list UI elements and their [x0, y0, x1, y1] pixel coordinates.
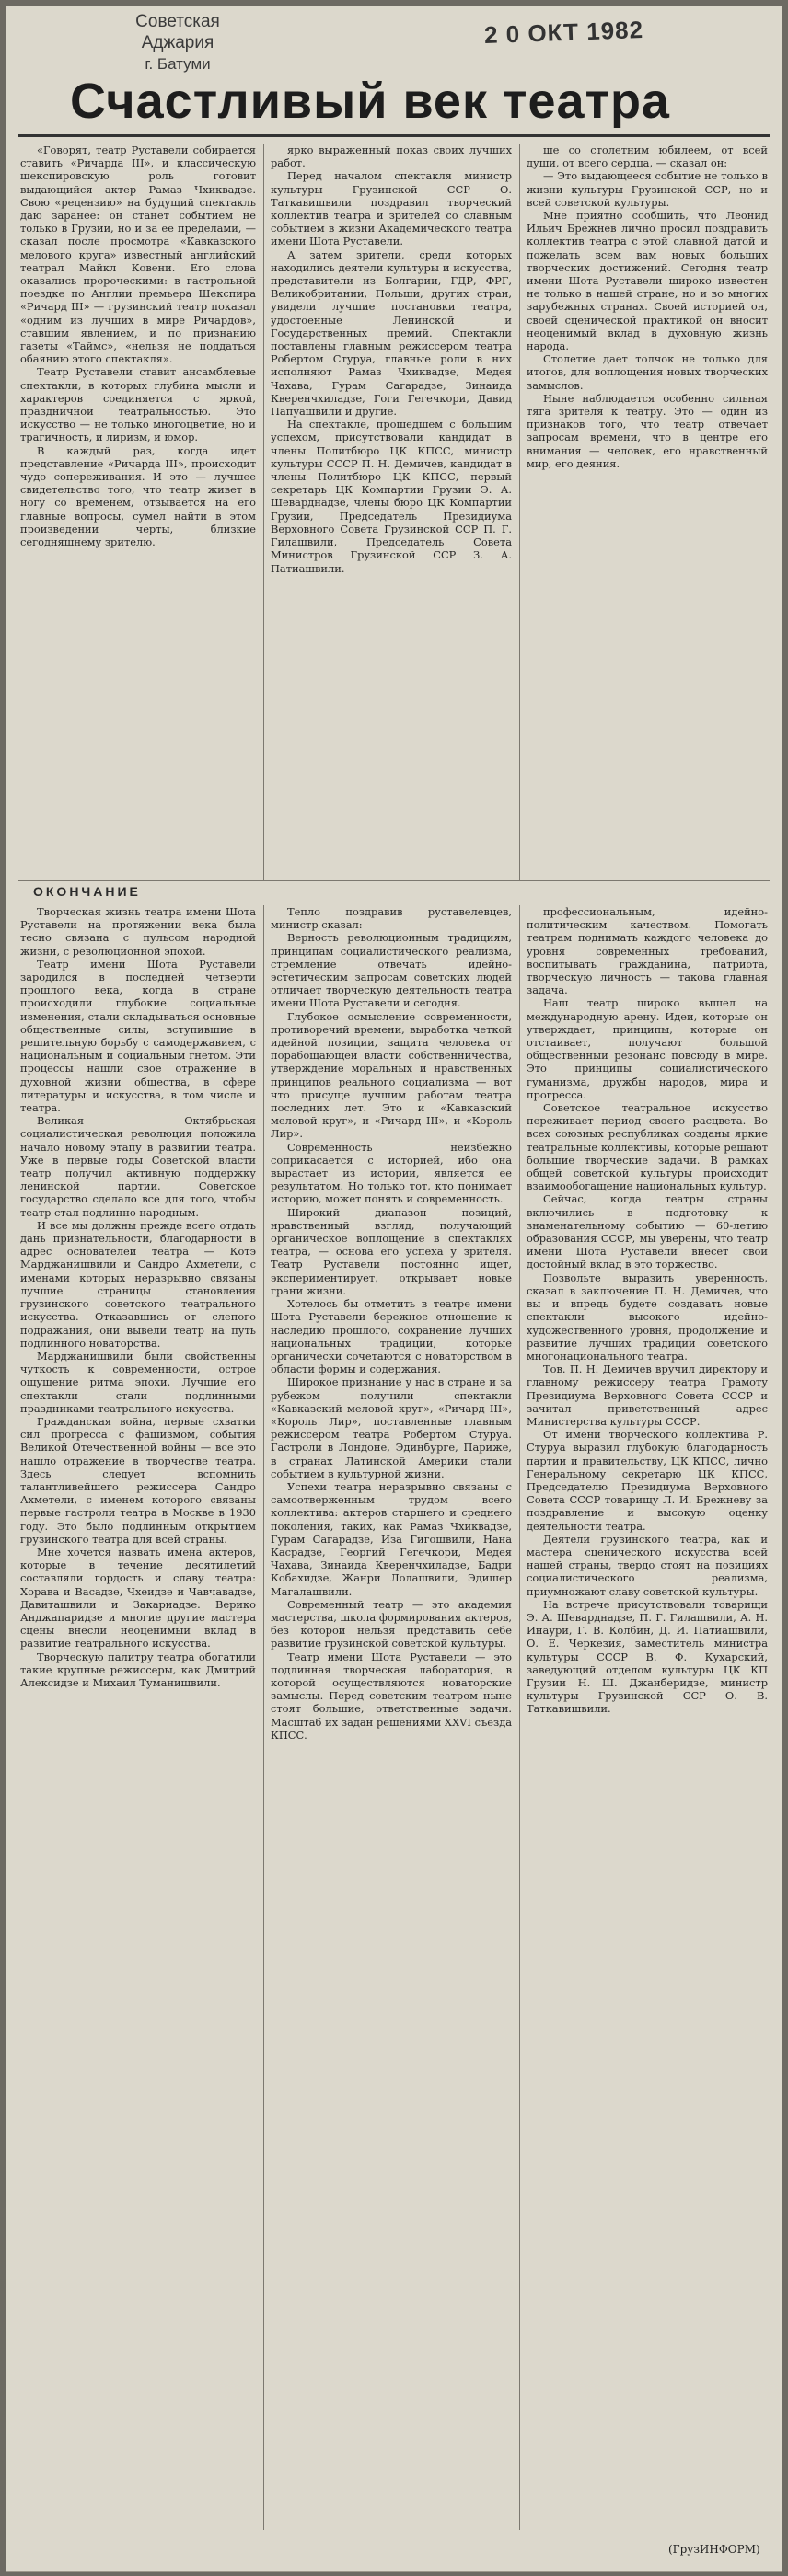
- article-paragraph: На спектакле, прошедшем с большим успехом, присутствовали кандидат в члены Политбюро ЦК КПСС, министр культуры СССР П. Н. Демичев, кандидат в члены Политбюро ЦК КПСС, первый секретарь ЦК Компартии Грузии Э. А. Шеварднадзе, члены бюро ЦК Компартии Грузии, Председатель Президиума Верховного Совета Грузинской ССР П. Г. Гилашвили, Председатель Совета Министров Грузинской ССР З. А. Патиашвили.: [271, 418, 512, 575]
- column-bottom-1: [20, 905, 256, 2530]
- article-paragraph: Широкий диапазон позиций, нравственный взгляд, получающий органическое воплощение в спектаклях театра, — основа его успеха у зрителя. Театр Руставели постоянно ищет, экспериментирует, открывает новые грани жизни.: [271, 1205, 512, 1297]
- column-bottom-3: [527, 905, 768, 2530]
- date-stamp: 2 0 ОКТ 1982: [483, 15, 644, 50]
- column-top-3: [527, 144, 768, 880]
- article-paragraph: Театр имени Шота Руставели зародился в последней четверти прошлого века, когда в стране происходили глубокие социальные изменения, стали складываться основные общественные силы, вступившие в решительную борьбу с самодержавием, с национальным и социальным гнетом. Эти процессы нашли свое отражение в духовной жизни общества, в сфере литературы и искусства, в том числе и театра.: [20, 957, 256, 1115]
- article-paragraph: В каждый раз, когда идет представление «Ричарда III», происходит чудо сопереживания. И это — лучшее свидетельство того, что театр живет в ногу со временем, отзывается на его главные вопросы, сумел найти в этом произведении черты, близкие сегодняшнему зрителю.: [20, 443, 256, 549]
- article-paragraph: Перед началом спектакля министр культуры Грузинской ССР О. Таткавишвили поздравил творческий коллектив театра и зрителей со славным событием в жизни Академического театра имени Шота Руставели.: [271, 169, 512, 248]
- article-paragraph: Позвольте выразить уверенность, сказал в заключение П. Н. Демичев, что вы и впредь будете создавать новые спектакли высокого идейно-художественного уровня, продолжение и развитие лучших традиций советского многонационального театра.: [527, 1271, 768, 1363]
- article-paragraph: Марджанишвили были свойственны чуткость к современности, острое ощущение ритма эпохи. Лучшие его спектакли стали подлинными праздниками театрального искусства.: [20, 1349, 256, 1415]
- article-paragraph: Столетие дает толчок не только для итогов, для воплощения новых творческих замыслов.: [527, 352, 768, 392]
- article-paragraph: Деятели грузинского театра, как и мастера сценического искусства всей нашей страны, твердо стоят на позициях социалистического реализма, приумножают славу советской культуры.: [527, 1532, 768, 1598]
- article-paragraph: Театр Руставели ставит ансамблевые спектакли, в которых глубина мысли и характеров соединяется с яркой, праздничной театральностью. Это искусство — не только многоцветие, но и трагичность, и лиризм, и юмор.: [20, 365, 256, 444]
- article-paragraph: Современность неизбежно соприкасается с историей, ибо она вырастает из истории, является ее результатом. Но только тот, кто понимает историю, может понять и современность.: [271, 1140, 512, 1206]
- article-paragraph: ярко выраженный показ своих лучших работ.: [271, 144, 512, 170]
- article-paragraph: Советское театральное искусство переживает период своего расцвета. Во всех союзных республиках созданы яркие театральные коллективы, которые решают большие творческие задачи. В рамках общей советской культуры происходит взаимообогащение национальных культур.: [527, 1101, 768, 1193]
- article-paragraph: Наш театр широко вышел на международную арену. Идеи, которые он утверждает, принципы, которые он отстаивает, получают большой общественный резонанс повсюду в мире. Это принципы социалистического гуманизма, дружбы народов, мира и прогресса.: [527, 996, 768, 1101]
- source-paper-name: Советская Аджария: [135, 12, 220, 52]
- article-paragraph: Творческую палитру театра обогатили такие крупные режиссеры, как Дмитрий Алексидзе и Михаил Туманишвили.: [20, 1650, 256, 1689]
- article-signature: (ГрузИНФОРМ): [668, 2543, 760, 2556]
- article-paragraph: От имени творческого коллектива Р. Стуруа выразил глубокую благодарность партии и правительству, ЦК КПСС, лично Генеральному секретарю ЦК КПСС, Председателю Президиума Верховного Совета СССР товарищу Л. И. Брежневу за поздравление и высокую оценку деятельности театра.: [527, 1428, 768, 1533]
- article-paragraph: А затем зрители, среди которых находились деятели культуры и искусства, представители из Болгарии, ГДР, ФРГ, Великобритании, Польши, других стран, увидели лучшие постановки театра, удостоенные Ленинской и Государственных премий. Спектакли поставлены главным режиссером театра Робертом Стуруа, главные роли в них исполняют Рамаз Чхиквадзе, Медея Чахава, Гурам Сагарадзе, Зинаида Кверенчхиладзе, Гоги Гегечкори, Давид Папуашвили и другие.: [271, 247, 512, 419]
- article-paragraph: Широкое признание у нас в стране и за рубежом получили спектакли «Кавказский меловой круг», «Ричард III», «Король Лир», поставленные главным режиссером театра Робертом Стуруа. Гастроли в Лондоне, Эдинбурге, Париже, в странах Латинской Америки стали событием в культурной жизни.: [271, 1375, 512, 1480]
- newspaper-clipping: [6, 6, 782, 2572]
- article-paragraph: Великая Октябрьская социалистическая революция положила начало новому этапу в развитии театра. Уже в первые годы Советской власти театр получил активную поддержку ленинской партии. Советское государство сделало все для того, чтобы театр стал подлинно народным.: [20, 1114, 256, 1219]
- article-paragraph: профессиональным, идейно-политическим качеством. Помогать театрам поднимать каждого человека до уровня современных требований, воспитывать гражданина, патриота, творческую личность — такова главная задача.: [527, 905, 768, 997]
- column-divider: [519, 144, 520, 880]
- article-paragraph: Современный театр — это академия мастерства, школа формирования актеров, без которой нельзя представить себе развитие грузинской советской культуры.: [271, 1597, 512, 1650]
- article-paragraph: Мне хочется назвать имена актеров, которые в течение десятилетий составляли гордость и славу театра: Хорава и Васадзе, Чхеидзе и Чавчавадзе, Давиташвили и Закариадзе. Верико Анджапаридзе и многие другие мастера сцены внесли неоценимый вклад в развитие театрального искусства.: [20, 1545, 256, 1650]
- source-city: г. Батуми: [145, 55, 211, 73]
- clipping-source-label: [118, 11, 238, 75]
- headline: Счастливый век театра: [70, 74, 670, 129]
- article-paragraph: Творческая жизнь театра имени Шота Руставели на протяжении века была тесно связана с пульсом народной жизни, с революционной эпохой.: [20, 905, 256, 958]
- column-divider: [263, 144, 264, 880]
- headline-rule: [18, 134, 770, 137]
- article-paragraph: Мне приятно сообщить, что Леонид Ильич Брежнев лично просил поздравить коллектив театра с этой славной датой и пожелать всем вам новых больших творческих достижений. Сегодня театр имени Шота Руставели широко известен не только в нашей стране, но и во многих зарубежных странах. Своей историей он, своей сценической практикой он вносит неоценимый вклад в духовную жизнь народа.: [527, 209, 768, 353]
- article-paragraph: — Это выдающееся событие не только в жизни культуры Грузинской ССР, но и всей советской культуры.: [527, 169, 768, 209]
- article-paragraph: Успехи театра неразрывно связаны с самоотверженным трудом всего коллектива: актеров старшего и среднего поколения, таких, как Рамаз Чхиквадзе, Гурам Сагарадзе, Иза Гигошвили, Нана Касрадзе, Георгий Гегечкори, Медея Чахава, Зинаида Кверенчхиладзе, Бадри Кобахидзе, Жанри Лолашвили, Эдишер Магалашвили.: [271, 1479, 512, 1598]
- article-paragraph: На встрече присутствовали товарищи Э. А. Шеварднадзе, П. Г. Гилашвили, А. Н. Инаури, Г. В. Колбин, Д. И. Патиашвили, О. Е. Черкезия, заместитель министра культуры СССР В. Ф. Кухарский, заведующий отделом культуры ЦК КП Грузии Н. Ш. Джанберидзе, министр культуры Грузинской ССР О. В. Таткавишвили.: [527, 1597, 768, 1716]
- article-paragraph: Театр имени Шота Руставели — это подлинная творческая лаборатория, в которой осуществляются новаторские замыслы. Перед советским театром ныне стоят большие, ответственные задачи. Масштаб их задан решениями XXVI съезда КПСС.: [271, 1650, 512, 1742]
- article-paragraph: ше со столетним юбилеем, от всей души, от всего сердца, — сказал он:: [527, 144, 768, 170]
- column-top-2: [271, 144, 512, 880]
- continuation-subhead: ОКОНЧАНИЕ: [33, 884, 141, 899]
- article-paragraph: Тов. П. Н. Демичев вручил директору и главному режиссеру театра Грамоту Президиума Верховного Совета СССР и зачитал приветственный адрес Министерства культуры СССР.: [527, 1363, 768, 1428]
- article-paragraph: Глубокое осмысление современности, противоречий времени, выработка четкой идейной позиции, защита человека от порабощающей власти собственничества, утверждение моральных и нравственных принципов реального социализма — вот что присуще лучшим работам театра последних лет. Это и «Кавказский меловой круг», и «Ричард III», и «Король Лир».: [271, 1009, 512, 1141]
- article-paragraph: Сейчас, когда театры страны включились в подготовку к знаменательному событию — 60-летию образования СССР, мы уверены, что театр имени Шота Руставели внесет свой достойный вклад в это торжество.: [527, 1192, 768, 1271]
- column-bottom-2: [271, 905, 512, 2530]
- article-paragraph: Ныне наблюдается особенно сильная тяга зрителя к театру. Это — один из признаков того, что театр отвечает запросам времени, что в центре его внимания — человек, его нравственный мир, его деяния.: [527, 391, 768, 470]
- article-paragraph: «Говорят, театр Руставели собирается ставить «Ричарда III», и классическую шекспировскую роль готовит выдающийся актер Рамаз Чхиквадзе. Свою «рецензию» на будущий спектакль даю заранее: он станет событием не только в Грузии, но и за ее пределами, — сказал после просмотра «Кавказского мелового круга» известный английский театрал Майкл Ковени. Его слова оказались пророческими: в гастрольной поездке по Англии премьера Шекспира «Ричард III» — грузинский театр показал «одним из лучших в мире Ричардов», ставшим явлением, и по признанию газеты «Таймс», «нельзя не поддаться обаянию этого спектакля».: [20, 144, 256, 366]
- column-top-1: [20, 144, 256, 880]
- column-divider: [519, 905, 520, 2530]
- column-divider: [263, 905, 264, 2530]
- article-paragraph: Хотелось бы отметить в театре имени Шота Руставели бережное отношение к наследию прошлого, сохранение лучших национальных традиций, которые органически сочетаются с новаторством в области формы и содержания.: [271, 1297, 512, 1376]
- section-divider: [18, 880, 770, 881]
- article-paragraph: Тепло поздравив руставелевцев, министр сказал:: [271, 905, 512, 932]
- article-paragraph: Верность революционным традициям, принципам социалистического реализма, стремление отвечать идейно-эстетическим запросам советских людей отличает творческую деятельность театра имени Шота Руставели и сегодня.: [271, 931, 512, 1010]
- article-paragraph: И все мы должны прежде всего отдать дань признательности, благодарности в адрес основателей театра — Котэ Марджанишвили и Сандро Ахметели, с именами которых неразрывно связаны лучшие страницы становления грузинского советского театрального искусства. Отказавшись от слепого подражания, они вывели театр на путь подлинного новаторства.: [20, 1218, 256, 1350]
- article-paragraph: Гражданская война, первые схватки сил прогресса с фашизмом, события Великой Отечественной войны — все это нашло отражение в творчестве театра. Здесь следует вспомнить талантливейшего режиссера Сандро Ахметели, с именем которого связаны первые гастроли театра в Москве в 1930 году. Это было подлинным открытием грузинского театра для всей страны.: [20, 1414, 256, 1546]
